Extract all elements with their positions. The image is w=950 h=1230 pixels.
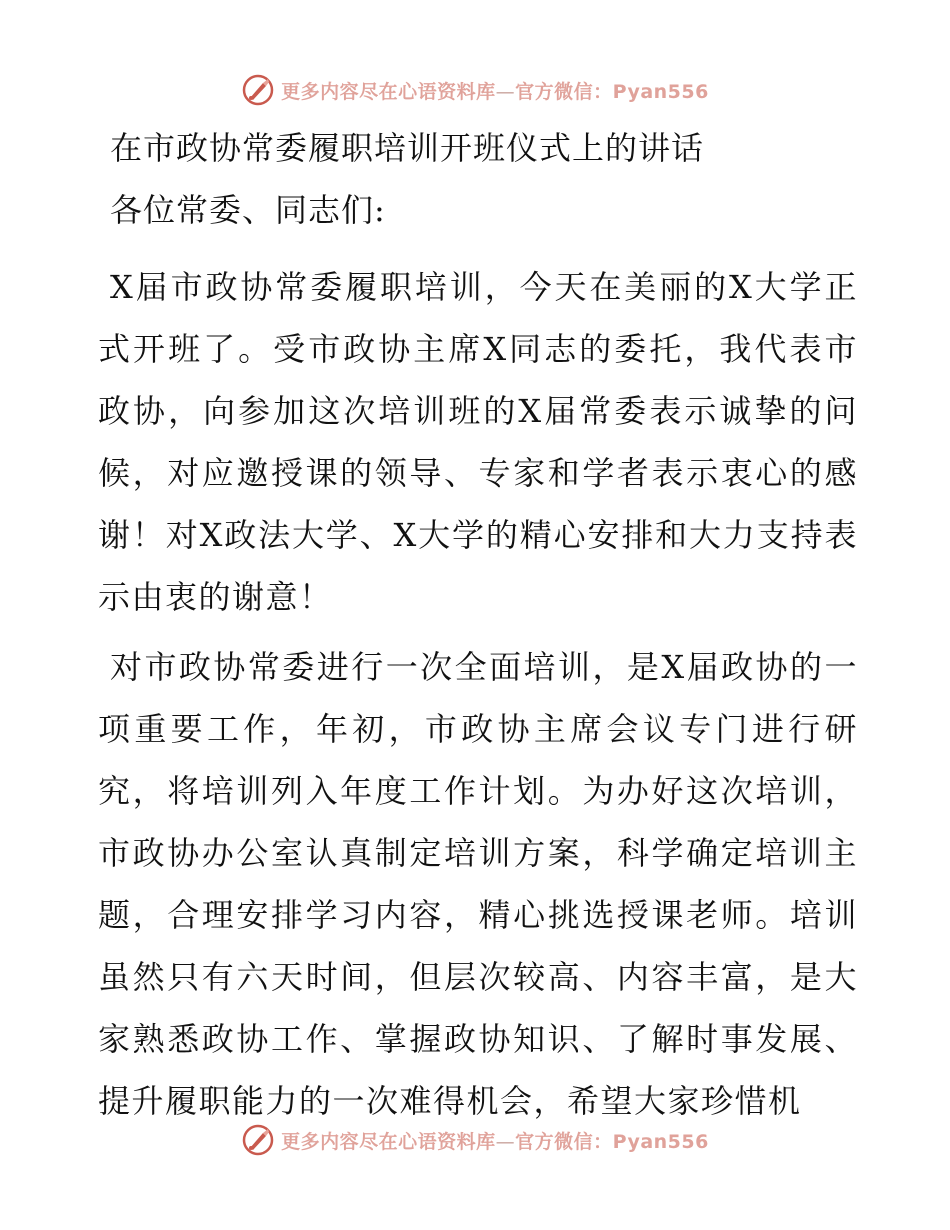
header-watermark [0,70,950,110]
watermark-separator: — [495,1130,516,1153]
document-title: 在市政协常委履职培训开班仪式上的讲话 [110,129,705,167]
paragraph-1: X届市政协常委履职培训，今天在美丽的X大学正式开班了。受市政协主席X同志的委托，我代表市政协，向参加这次培训班的X届常委表示诚挚的问候，对应邀授课的领导、专家和学者表示衷心的感谢！对X政法大学、X大学的精心安排和大力支持表示由衷的谢意！ [98,268,858,616]
watermark-contact: 官方微信：Pyan556 [515,1130,709,1153]
watermark-separator: — [495,80,516,103]
watermark-text: 更多内容尽在心语资料库 [281,1130,496,1153]
watermark-text: 更多内容尽在心语资料库 [281,80,496,103]
quill-logo-icon [241,1123,275,1157]
salutation: 各位常委、同志们: [110,191,386,229]
document-body [98,122,858,1140]
quill-logo-icon [241,73,275,107]
paragraph-2: 对市政协常委进行一次全面培训，是X届政协的一项重要工作，年初，市政协主席会议专门进行研究，将培训列入年度工作计划。为办好这次培训，市政协办公室认真制定培训方案，科学确定培训主题，合理安排学习内容，精心挑选授课老师。培训虽然只有六天时间，但层次较高、内容丰富，是大家熟悉政协工作、掌握政协知识、了解时事发展、提升履职能力的一次难得机会，希望大家珍惜机 [98,648,858,1120]
watermark-contact: 官方微信：Pyan556 [515,80,709,103]
footer-watermark [0,1120,950,1160]
